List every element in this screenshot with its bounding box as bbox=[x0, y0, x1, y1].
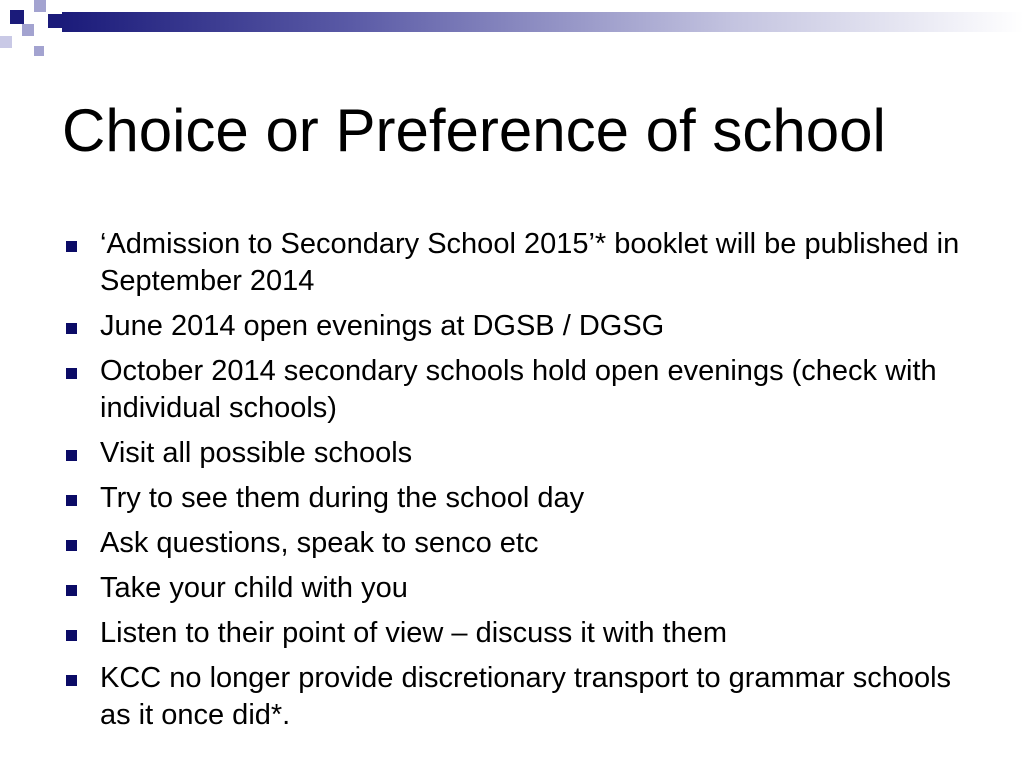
bullet-text: Take your child with you bbox=[100, 572, 408, 604]
square-bullet-icon bbox=[66, 585, 77, 596]
bullet-text: June 2014 open evenings at DGSB / DGSG bbox=[100, 310, 665, 342]
bullet-item bbox=[62, 660, 962, 734]
bullet-item bbox=[62, 615, 962, 652]
bullet-item bbox=[62, 570, 962, 607]
square-bullet-icon bbox=[66, 675, 77, 686]
square-bullet-icon bbox=[66, 323, 77, 334]
square-bullet-icon bbox=[66, 241, 77, 252]
bullet-item bbox=[62, 480, 962, 517]
square-bullet-icon bbox=[66, 450, 77, 461]
decor-square bbox=[0, 36, 12, 48]
square-bullet-icon bbox=[66, 495, 77, 506]
decor-square bbox=[22, 24, 34, 36]
bullet-text: Listen to their point of view – discuss it with them bbox=[100, 617, 728, 649]
bullet-text: ‘Admission to Secondary School 2015’* booklet will be published in September 2014 bbox=[100, 228, 960, 297]
slide-title: Choice or Preference of school bbox=[62, 97, 886, 164]
decor-square bbox=[34, 46, 44, 56]
bullet-item bbox=[62, 308, 962, 345]
bullet-item bbox=[62, 435, 962, 472]
bullet-text: KCC no longer provide discretionary transport to grammar schools as it once did*. bbox=[100, 662, 952, 731]
decor-square bbox=[48, 14, 62, 28]
bullet-list bbox=[62, 226, 962, 742]
header-gradient-bar bbox=[62, 12, 1024, 32]
decor-square bbox=[34, 0, 46, 12]
square-bullet-icon bbox=[66, 630, 77, 641]
bullet-item bbox=[62, 353, 962, 427]
square-bullet-icon bbox=[66, 368, 77, 379]
bullet-text: Visit all possible schools bbox=[100, 437, 413, 469]
bullet-item bbox=[62, 525, 962, 562]
bullet-item bbox=[62, 226, 962, 300]
bullet-text: October 2014 secondary schools hold open evenings (check with individual schools) bbox=[100, 355, 937, 424]
bullet-text: Try to see them during the school day bbox=[100, 482, 585, 514]
decor-square bbox=[10, 10, 24, 24]
bullet-text: Ask questions, speak to senco etc bbox=[100, 527, 539, 559]
header-decoration bbox=[0, 0, 1024, 64]
square-bullet-icon bbox=[66, 540, 77, 551]
